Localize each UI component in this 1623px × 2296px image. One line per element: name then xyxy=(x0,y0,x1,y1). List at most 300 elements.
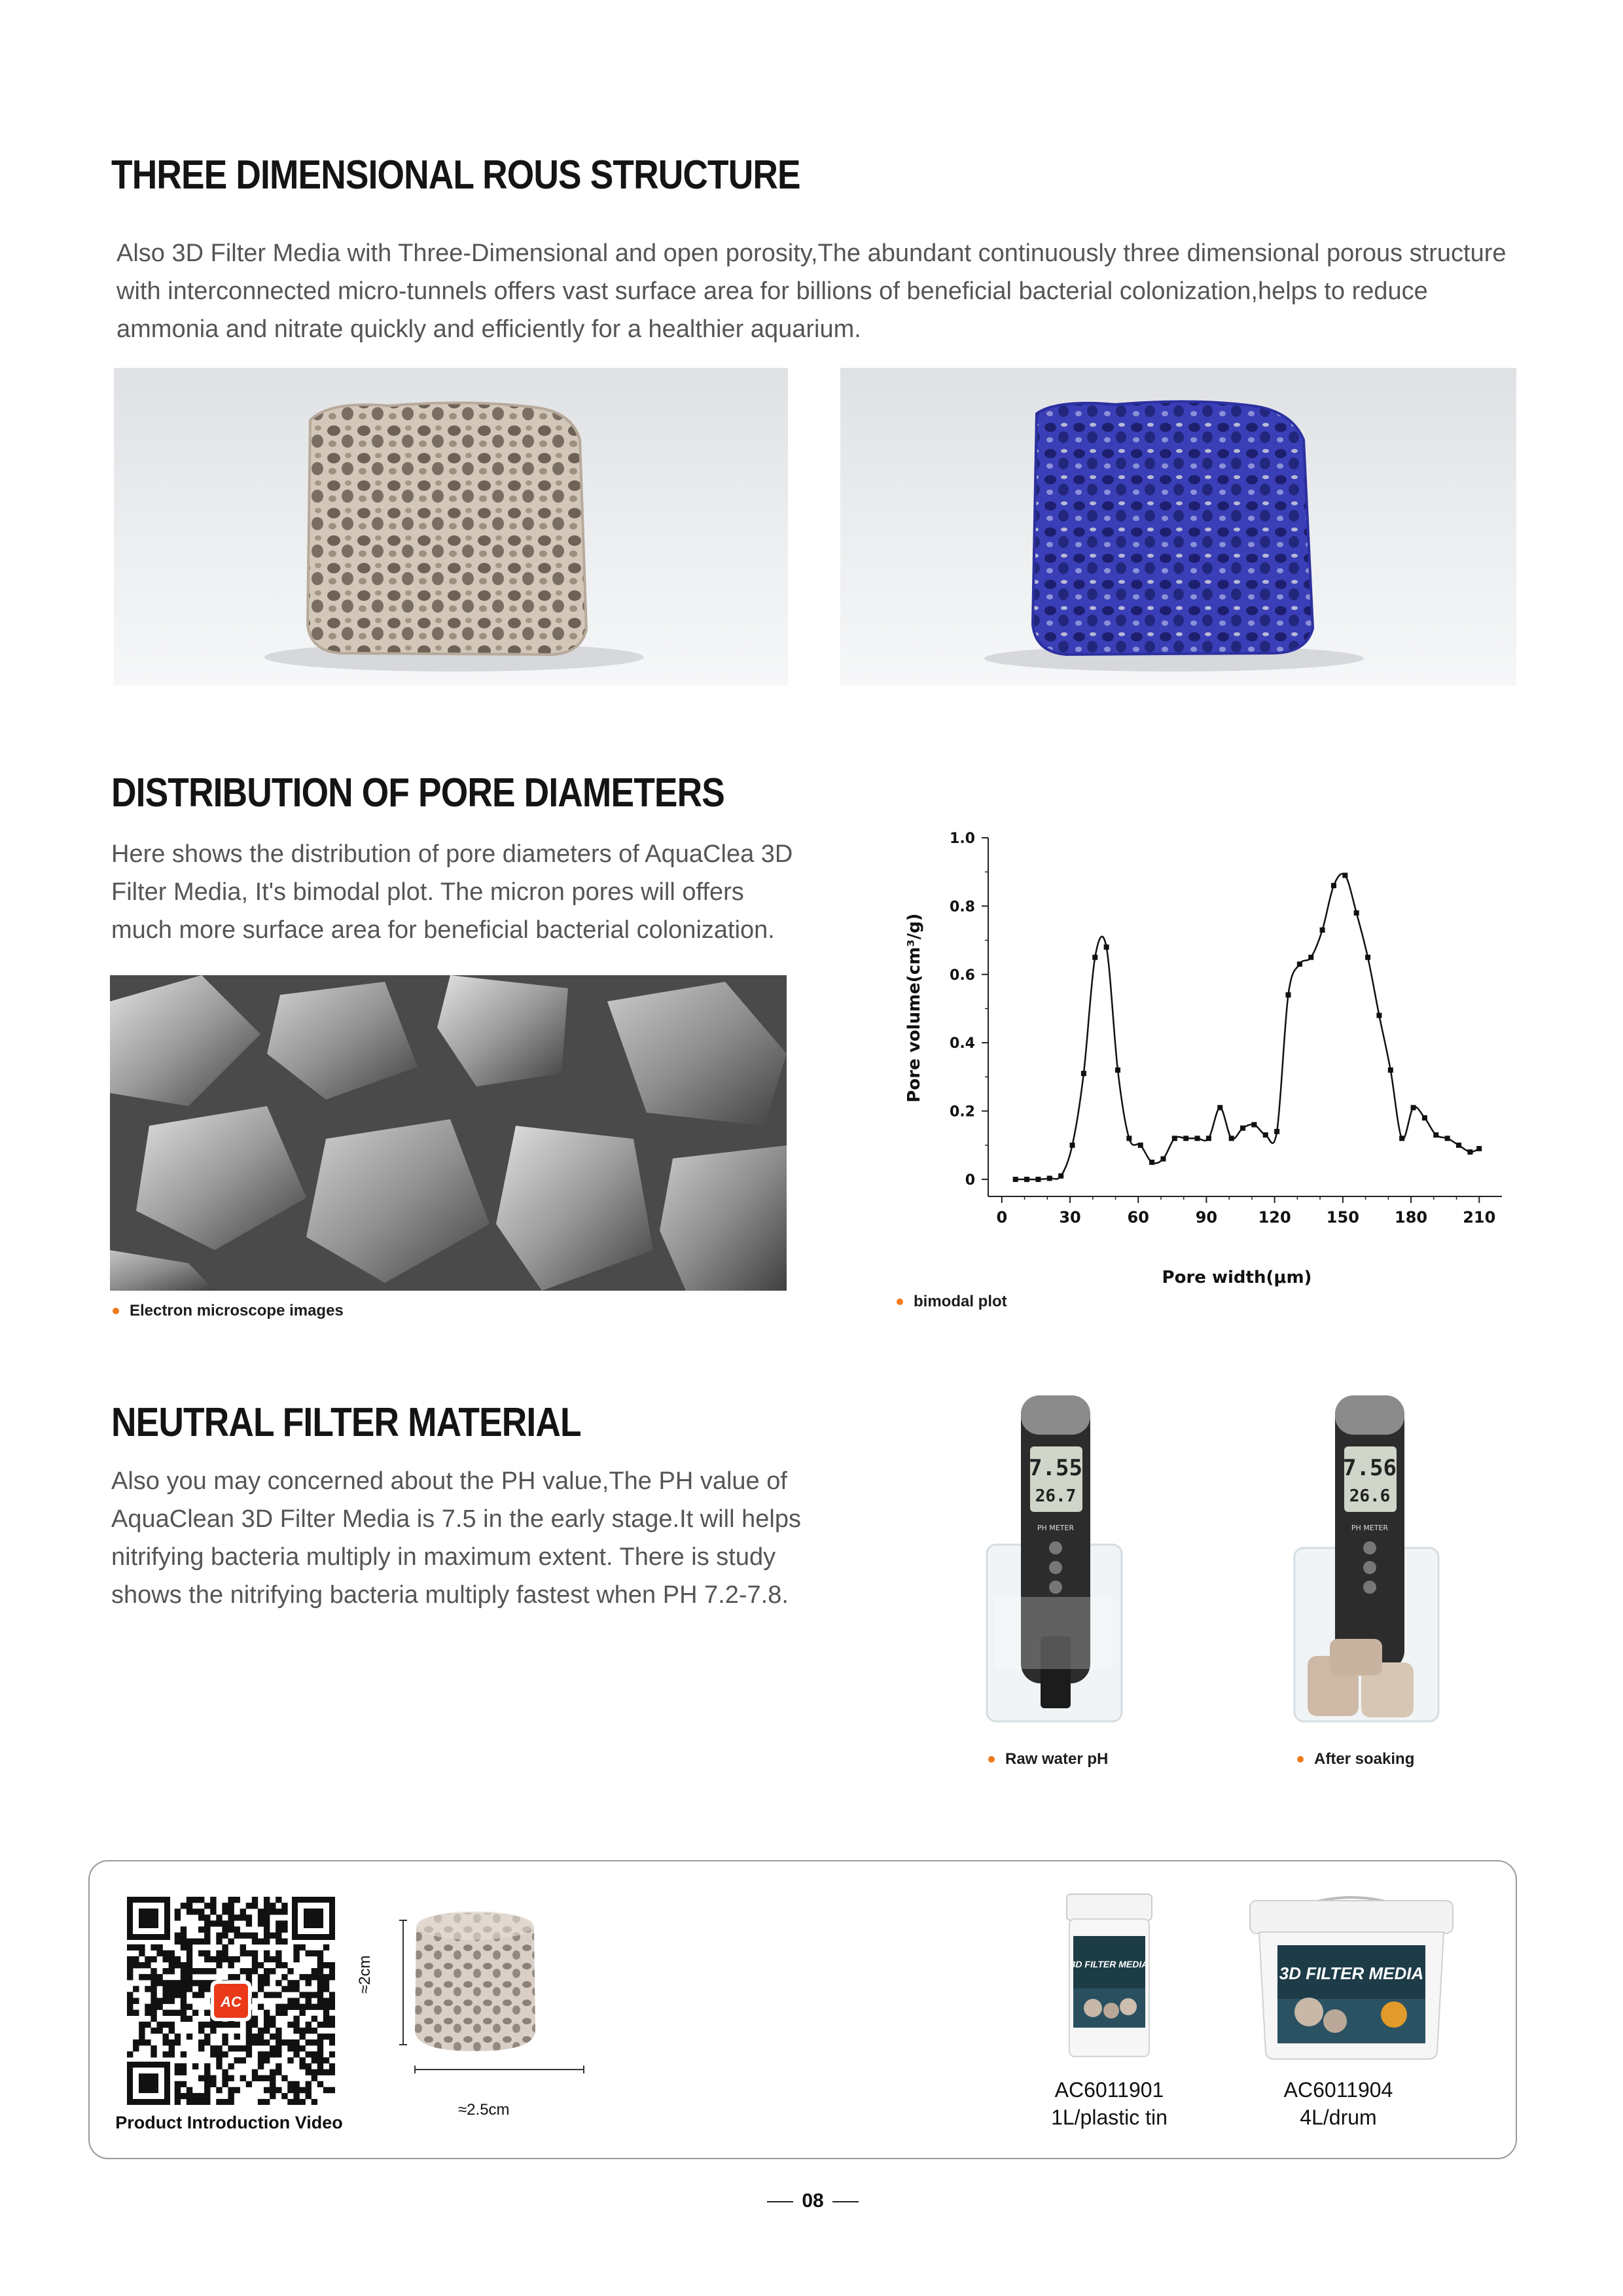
height-dimension-label: ≈2cm xyxy=(356,1955,374,1994)
data-point xyxy=(1388,1067,1393,1073)
qr-module xyxy=(246,2081,252,2087)
qr-module xyxy=(317,1950,323,1956)
data-point xyxy=(1160,1157,1166,1162)
qr-module xyxy=(276,2010,281,2016)
qr-module xyxy=(187,1945,192,1950)
drum-pack-text: 3D FILTER MEDIA xyxy=(1279,1964,1424,1983)
qr-module xyxy=(317,2051,323,2057)
qr-module xyxy=(317,2057,323,2063)
qr-module xyxy=(264,2057,270,2063)
qr-module xyxy=(246,1974,252,1980)
qr-module xyxy=(270,2093,276,2099)
tin-pack-text: 3D FILTER MEDIA xyxy=(1070,1959,1149,1969)
qr-module xyxy=(139,1945,145,1950)
qr-module xyxy=(287,1986,293,1992)
qr-module xyxy=(276,2045,281,2051)
qr-module xyxy=(299,2034,305,2039)
qr-module xyxy=(281,2075,287,2081)
qr-module xyxy=(181,2010,187,2016)
data-point xyxy=(1342,872,1347,878)
qr-module xyxy=(317,2063,323,2069)
qr-module xyxy=(216,2099,222,2105)
qr-module xyxy=(329,2022,335,2028)
data-point xyxy=(1422,1115,1427,1121)
qr-module xyxy=(187,1962,192,1968)
qr-module xyxy=(210,2045,216,2051)
qr-module xyxy=(222,1909,228,1914)
qr-module xyxy=(198,1980,204,1986)
qr-module xyxy=(169,1962,175,1968)
qr-module xyxy=(252,1950,258,1956)
qr-module xyxy=(317,1980,323,1986)
qr-module xyxy=(127,1998,133,2003)
qr-module xyxy=(323,1945,329,1950)
qr-module xyxy=(192,1939,198,1945)
qr-module xyxy=(323,2057,329,2063)
qr-module xyxy=(216,1939,222,1945)
data-point xyxy=(1354,910,1359,916)
data-point xyxy=(1104,944,1109,950)
qr-module xyxy=(151,2051,156,2057)
data-point xyxy=(1035,1177,1041,1182)
qr-module xyxy=(264,1903,270,1909)
qr-module xyxy=(293,1986,299,1992)
qr-module xyxy=(228,1897,234,1903)
qr-module xyxy=(169,1998,175,2003)
qr-module xyxy=(258,2075,264,2081)
data-point xyxy=(1376,1013,1382,1018)
qr-module xyxy=(252,2016,258,2022)
qr-module xyxy=(145,2010,151,2016)
qr-module xyxy=(204,1914,210,1920)
qr-module xyxy=(156,2022,162,2028)
qr-module xyxy=(163,2034,169,2039)
data-point xyxy=(1081,1071,1086,1076)
qr-module xyxy=(222,2022,228,2028)
qr-module xyxy=(323,2010,329,2016)
qr-module xyxy=(204,2069,210,2075)
qr-module xyxy=(306,2051,312,2057)
qr-module xyxy=(156,1974,162,1980)
qr-module xyxy=(293,1998,299,2003)
qr-module xyxy=(198,1968,204,1974)
qr-module xyxy=(228,1914,234,1920)
qr-module xyxy=(312,2051,317,2057)
qr-module xyxy=(276,2069,281,2075)
qr-module xyxy=(145,1974,151,1980)
qr-module xyxy=(258,1909,264,1914)
qr-module xyxy=(299,2028,305,2034)
qr-module xyxy=(187,2016,192,2022)
qr-module xyxy=(169,1986,175,1992)
qr-module xyxy=(222,2081,228,2087)
page-rule-left xyxy=(767,2201,793,2202)
qr-module xyxy=(240,1914,246,1920)
qr-module xyxy=(240,1933,246,1939)
qr-module xyxy=(175,1980,181,1986)
qr-module xyxy=(276,1956,281,1962)
qr-module xyxy=(163,1986,169,1992)
y-tick-label: 1.0 xyxy=(950,831,975,847)
qr-module xyxy=(270,2034,276,2039)
qr-module xyxy=(323,1986,329,1992)
qr-module xyxy=(187,1968,192,1974)
qr-module xyxy=(276,1992,281,1998)
qr-module xyxy=(329,2063,335,2069)
qr-module xyxy=(317,1962,323,1968)
qr-module xyxy=(175,2034,181,2039)
qr-module xyxy=(258,2004,264,2010)
y-tick-label: 0.8 xyxy=(950,899,975,916)
qr-module xyxy=(323,2034,329,2039)
qr-module xyxy=(175,1909,181,1914)
qr-module xyxy=(281,1974,287,1980)
qr-module xyxy=(306,2081,312,2087)
qr-module xyxy=(264,2028,270,2034)
qr-module xyxy=(293,2045,299,2051)
qr-module xyxy=(175,2081,181,2087)
ac-logo-text: AC xyxy=(221,1994,241,2010)
qr-module xyxy=(151,1980,156,1986)
after-soaking-caption-text: After soaking xyxy=(1314,1750,1415,1768)
product1-size: 1L/plastic tin xyxy=(1051,2106,1168,2129)
plot-caption xyxy=(897,1293,1007,1311)
qr-module xyxy=(264,1974,270,1980)
qr-module xyxy=(222,2039,228,2045)
qr-module xyxy=(281,1926,287,1932)
qr-module xyxy=(276,2039,281,2045)
qr-module xyxy=(198,1992,204,1998)
qr-module xyxy=(234,2022,240,2028)
qr-module xyxy=(252,1992,258,1998)
qr-module xyxy=(293,1945,299,1950)
qr-caption: Product Introduction Video xyxy=(115,2113,343,2132)
qr-module xyxy=(252,2034,258,2039)
qr-module xyxy=(276,2028,281,2034)
qr-module xyxy=(156,1950,162,1956)
qr-module xyxy=(317,1968,323,1974)
after-soaking-caption xyxy=(1297,1750,1414,1768)
qr-module xyxy=(281,2010,287,2016)
qr-module xyxy=(317,1986,323,1992)
qr-module xyxy=(329,1968,335,1974)
qr-module xyxy=(181,1980,187,1986)
qr-module xyxy=(163,1968,169,1974)
qr-module xyxy=(133,2010,139,2016)
qr-module xyxy=(139,2022,145,2028)
meter1-temp-reading: 26.7 xyxy=(1035,1486,1077,1506)
pore-distribution-chart xyxy=(883,831,1531,1309)
qr-module xyxy=(317,1992,323,1998)
qr-module xyxy=(270,2081,276,2087)
qr-module xyxy=(240,1945,246,1950)
product2-size: 4L/drum xyxy=(1300,2106,1377,2129)
qr-module xyxy=(216,1914,222,1920)
qr-module xyxy=(198,2022,204,2028)
width-dimension-label: ≈2.5cm xyxy=(458,2101,510,2119)
data-point xyxy=(1195,1136,1200,1141)
data-point xyxy=(1297,961,1302,967)
qr-module xyxy=(317,1974,323,1980)
qr-module xyxy=(228,2087,234,2093)
raw-water-caption-text: Raw water pH xyxy=(1005,1750,1109,1768)
qr-module xyxy=(163,1950,169,1956)
qr-module xyxy=(222,2075,228,2081)
series-points xyxy=(1013,872,1482,1181)
qr-module xyxy=(187,2034,192,2039)
qr-module xyxy=(181,1926,187,1932)
qr-module xyxy=(234,2057,240,2063)
qr-module xyxy=(175,1933,181,1939)
qr-module xyxy=(270,1992,276,1998)
qr-module xyxy=(287,2081,293,2087)
data-point xyxy=(1456,1143,1461,1148)
qr-module xyxy=(293,2016,299,2022)
qr-module xyxy=(252,2075,258,2081)
qr-module xyxy=(293,2051,299,2057)
qr-module xyxy=(204,1920,210,1926)
qr-module xyxy=(270,1968,276,1974)
qr-module xyxy=(198,2039,204,2045)
qr-module xyxy=(293,2099,299,2105)
qr-module xyxy=(127,1992,133,1998)
qr-module xyxy=(198,2093,204,2099)
qr-module xyxy=(151,1974,156,1980)
qr-module xyxy=(204,2022,210,2028)
qr-module xyxy=(156,1998,162,2003)
qr-module xyxy=(281,2039,287,2045)
qr-code-icon[interactable] xyxy=(127,1897,335,2105)
qr-module xyxy=(175,1992,181,1998)
plot-caption-text: bimodal plot xyxy=(914,1293,1007,1310)
qr-module xyxy=(181,1933,187,1939)
qr-module xyxy=(312,2057,317,2063)
qr-module xyxy=(270,2051,276,2057)
data-point xyxy=(1411,1105,1416,1110)
qr-module xyxy=(187,2004,192,2010)
qr-module xyxy=(281,1909,287,1914)
qr-module xyxy=(175,1939,181,1945)
qr-module xyxy=(181,1974,187,1980)
meter2-label: PH METER xyxy=(1351,1524,1389,1532)
qr-module xyxy=(264,1980,270,1986)
qr-module xyxy=(323,2022,329,2028)
qr-module xyxy=(258,1980,264,1986)
chart-ticks xyxy=(950,831,1495,1227)
qr-module xyxy=(151,1945,156,1950)
qr-module xyxy=(222,1945,228,1950)
qr-module xyxy=(169,1950,175,1956)
qr-module xyxy=(312,2004,317,2010)
data-point xyxy=(1399,1136,1404,1141)
qr-module xyxy=(281,1903,287,1909)
qr-module xyxy=(264,2051,270,2057)
qr-module xyxy=(198,2028,204,2034)
qr-module xyxy=(246,1933,252,1939)
qr-module xyxy=(264,1933,270,1939)
qr-module xyxy=(145,2004,151,2010)
qr-module xyxy=(329,1998,335,2003)
raw-water-caption xyxy=(988,1750,1108,1768)
qr-module xyxy=(210,2028,216,2034)
qr-module xyxy=(276,1909,281,1914)
qr-module xyxy=(329,2069,335,2075)
qr-module xyxy=(240,1950,246,1956)
qr-module xyxy=(270,2087,276,2093)
qr-module xyxy=(252,2039,258,2045)
qr-module xyxy=(281,1920,287,1926)
chart-axes xyxy=(988,838,1502,1196)
qr-module xyxy=(264,2087,270,2093)
qr-module xyxy=(181,1903,187,1909)
qr-module xyxy=(329,2051,335,2057)
qr-module xyxy=(312,2039,317,2045)
qr-module xyxy=(329,2087,335,2093)
qr-module xyxy=(139,2034,145,2039)
qr-module xyxy=(264,2039,270,2045)
qr-module xyxy=(175,1914,181,1920)
qr-module xyxy=(216,1962,222,1968)
data-point xyxy=(1263,1132,1268,1138)
section-title-neutral: NEUTRAL FILTER MATERIAL xyxy=(111,1400,581,1445)
data-point xyxy=(1331,883,1336,888)
qr-module xyxy=(276,1939,281,1945)
data-point xyxy=(1126,1136,1132,1141)
qr-module xyxy=(175,2010,181,2016)
qr-module xyxy=(329,2016,335,2022)
qr-module xyxy=(317,2034,323,2039)
qr-module xyxy=(198,1926,204,1932)
qr-module xyxy=(175,2093,181,2099)
qr-module xyxy=(258,1962,264,1968)
qr-module xyxy=(228,2075,234,2081)
qr-module xyxy=(204,2081,210,2087)
qr-module xyxy=(216,1933,222,1939)
data-point xyxy=(1149,1160,1154,1165)
qr-module xyxy=(276,2004,281,2010)
qr-module xyxy=(139,1974,145,1980)
qr-module xyxy=(204,2087,210,2093)
data-point xyxy=(1285,992,1291,997)
qr-module xyxy=(264,1897,270,1903)
qr-module xyxy=(204,2010,210,2016)
qr-module xyxy=(287,2045,293,2051)
data-point xyxy=(1047,1175,1052,1181)
x-tick-label: 90 xyxy=(1195,1208,1218,1227)
qr-module xyxy=(192,2010,198,2016)
qr-module xyxy=(270,1903,276,1909)
qr-module xyxy=(151,2004,156,2010)
qr-module xyxy=(264,2010,270,2016)
qr-module xyxy=(145,1986,151,1992)
x-tick-label: 30 xyxy=(1059,1208,1081,1227)
qr-module xyxy=(306,2022,312,2028)
qr-module xyxy=(258,1986,264,1992)
qr-module xyxy=(127,1956,133,1962)
qr-module xyxy=(281,1939,287,1945)
qr-module xyxy=(276,1950,281,1956)
qr-module xyxy=(210,1968,216,1974)
qr-module xyxy=(198,1950,204,1956)
data-point xyxy=(1092,955,1097,960)
x-tick-label: 150 xyxy=(1326,1208,1359,1227)
ph-meter-soaked-photo xyxy=(1270,1381,1466,1731)
qr-module xyxy=(187,2087,192,2093)
qr-module xyxy=(306,2039,312,2045)
qr-module xyxy=(287,2004,293,2010)
qr-module xyxy=(317,2069,323,2075)
qr-module xyxy=(228,1956,234,1962)
qr-module xyxy=(169,2039,175,2045)
y-tick-label: 0.2 xyxy=(950,1103,975,1121)
qr-module xyxy=(127,1968,133,1974)
qr-module xyxy=(151,1968,156,1974)
qr-module xyxy=(281,1962,287,1968)
qr-module xyxy=(187,1897,192,1903)
qr-module xyxy=(317,1998,323,2003)
qr-module xyxy=(317,2045,323,2051)
qr-module xyxy=(312,1968,317,1974)
pore-paragraph: Here shows the distribution of pore diameters of AquaClea 3D Filter Media, It's bimodal plot. The micron pores will offers much more surface area for beneficial bacterial colonization. xyxy=(111,840,793,944)
qr-module xyxy=(264,2022,270,2028)
qr-module xyxy=(258,2039,264,2045)
qr-module xyxy=(258,1939,264,1945)
data-point xyxy=(1445,1136,1450,1141)
qr-module xyxy=(234,1933,240,1939)
qr-module xyxy=(258,2099,264,2105)
qr-module xyxy=(222,1950,228,1956)
qr-module xyxy=(264,1939,270,1945)
qr-module xyxy=(187,1986,192,1992)
series-line xyxy=(1016,874,1480,1179)
qr-module xyxy=(187,1903,192,1909)
qr-module xyxy=(145,2039,151,2045)
qr-module xyxy=(163,1956,169,1962)
qr-module xyxy=(281,2004,287,2010)
qr-module xyxy=(234,1914,240,1920)
qr-module xyxy=(210,1909,216,1914)
qr-module xyxy=(181,2093,187,2099)
qr-module xyxy=(306,1974,312,1980)
qr-module xyxy=(204,1926,210,1932)
data-point xyxy=(1183,1136,1188,1141)
y-tick-label: 0 xyxy=(965,1172,975,1189)
qr-module xyxy=(276,2051,281,2057)
qr-module xyxy=(181,2069,187,2075)
qr-module xyxy=(228,1939,234,1945)
qr-module xyxy=(246,1950,252,1956)
qr-module xyxy=(210,2081,216,2087)
qr-module xyxy=(293,2093,299,2099)
qr-module xyxy=(276,1926,281,1932)
qr-module xyxy=(204,1933,210,1939)
qr-module xyxy=(133,1956,139,1962)
qr-module xyxy=(163,2051,169,2057)
qr-module xyxy=(276,1962,281,1968)
structure-paragraph: Also 3D Filter Media with Three-Dimensional and open porosity,The abundant continuously three dimensional porous structure with interconnected micro-tunnels offers vast surface area for billions of beneficial bacterial colonization,helps to reduce ammonia and nitrate quickly and efficiently for a healthier aquarium. xyxy=(116,240,1507,343)
qr-module xyxy=(264,1992,270,1998)
qr-module xyxy=(204,1986,210,1992)
qr-module xyxy=(252,1968,258,1974)
qr-module xyxy=(306,2069,312,2075)
qr-module xyxy=(306,2004,312,2010)
qr-module xyxy=(258,2051,264,2057)
qr-module xyxy=(210,1897,216,1903)
meter2-temp-reading: 26.6 xyxy=(1349,1486,1391,1506)
qr-module xyxy=(204,2093,210,2099)
qr-module xyxy=(198,1939,204,1945)
qr-module xyxy=(187,1974,192,1980)
